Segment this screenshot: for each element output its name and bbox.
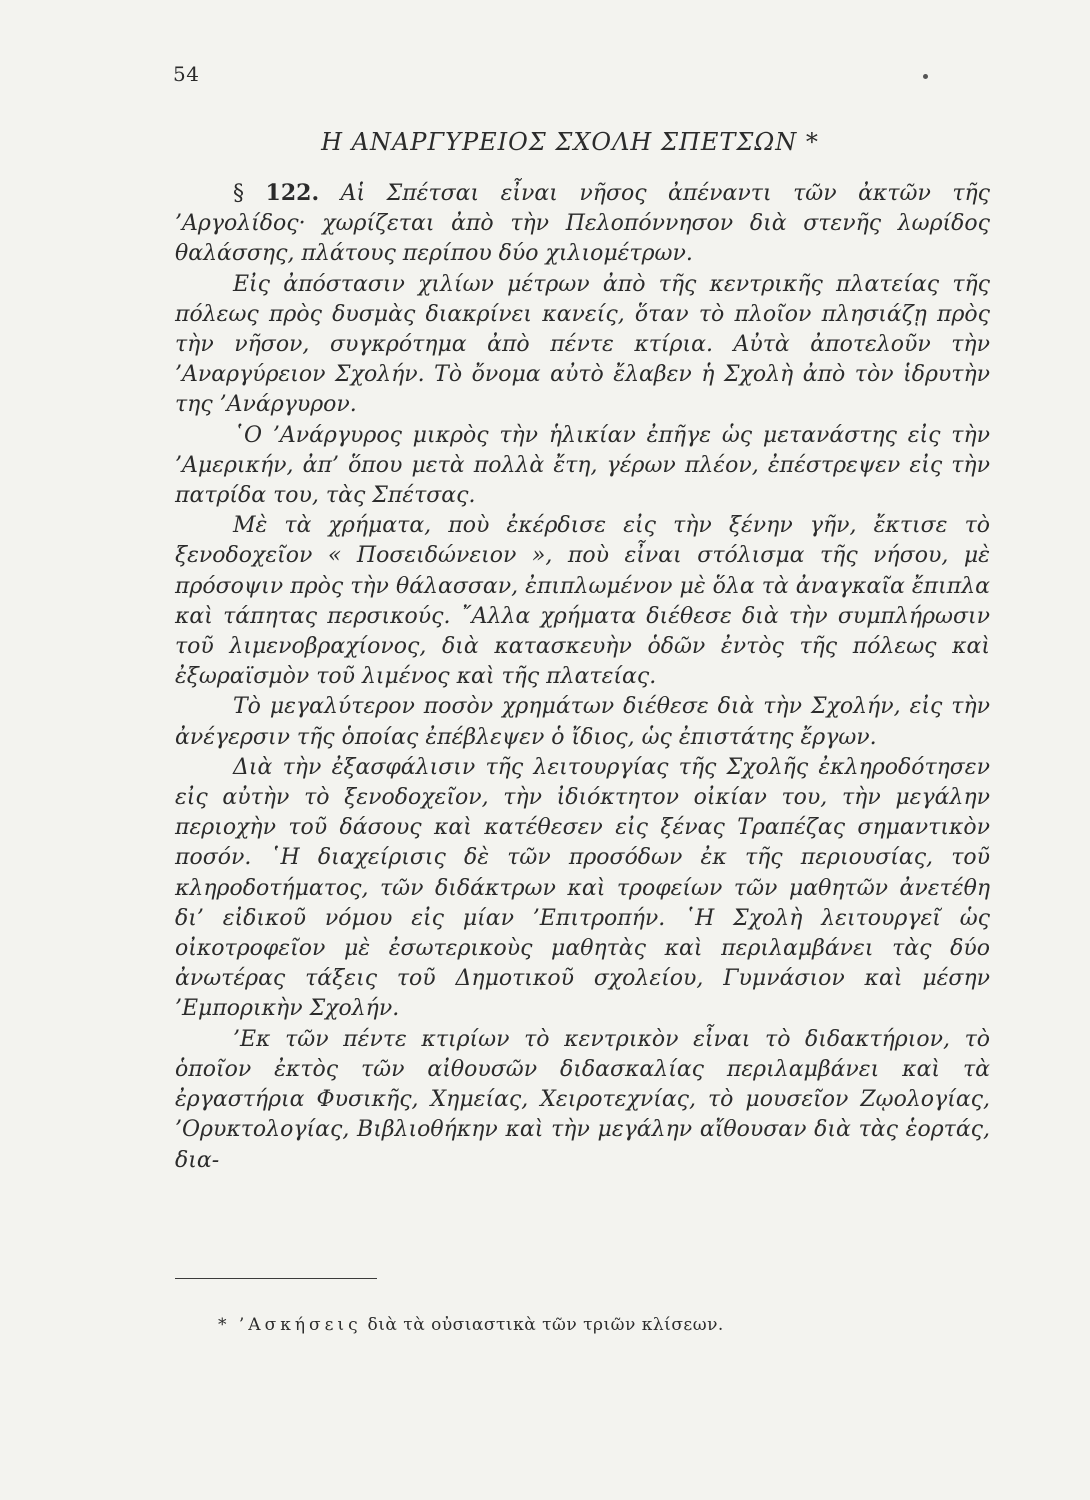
paragraph-6: Διὰ τὴν ἐξασφάλισιν τῆς λειτουργίας τῆς Σχολῆς ἐκληροδότησεν εἰς αὐτὴν τὸ ξενοδοχεῖον, τὴν ἰδιόκτητον οἰκίαν του, τὴν μεγάλην περιοχὴν τοῦ δάσους καὶ κατέθεσεν εἰς ξένας Τραπέζας σημαντικὸν ποσόν. ῾Η διαχείρισις δὲ τῶν προσόδων ἐκ τῆς περιουσίας, τοῦ κληροδοτήματος, τῶν διδάκτρων καὶ τροφείων τῶν μαθητῶν ἀνετέθη δι’ εἰδικοῦ νόμου εἰς μίαν ’Επιτροπήν. ῾Η Σχολὴ λειτουργεῖ ὡς οἰκοτροφεῖον μὲ ἐσωτερικοὺς μαθητὰς καὶ περιλαμβάνει τὰς δύο ἀνωτέρας τάξεις τοῦ Δημοτικοῦ σχολείου, Γυμνάσιον καὶ μέσην ’Εμπορικὴν Σχολήν. bbox=[175, 754, 990, 1022]
section-mark: § bbox=[233, 181, 244, 206]
chapter-title: Η ΑΝΑΡΓΥΡΕΙΟΣ ΣΧΟΛΗ ΣΠΕΤΣΩΝ * bbox=[321, 128, 819, 156]
footnote-text: διὰ τὰ οὐσιαστικὰ τῶν τριῶν κλίσεων. bbox=[367, 1315, 724, 1335]
footnote-marker: * bbox=[218, 1315, 227, 1335]
footnote-spaced-word: ’Ασκήσεις bbox=[238, 1315, 362, 1335]
paragraph-1-text: Αἱ Σπέτσαι εἶναι νῆσος ἀπέναντι τῶν ἀκτῶν τῆς ’Αργολίδος· χωρίζεται ἀπὸ τὴν Πελοπόννησον διὰ στενῆς λωρίδος θαλάσσης, πλάτους περίπου δύο χιλιομέτρων. bbox=[175, 181, 991, 267]
body-text bbox=[175, 178, 990, 1176]
footnote-divider bbox=[175, 1278, 377, 1279]
paragraph-3: ῾Ο ’Ανάργυρος μικρὸς τὴν ἡλικίαν ἐπῆγε ὡς μετανάστης εἰς τὴν ’Αμερικήν, ἀπ’ ὅπου μετὰ πολλὰ ἔτη, γέρων πλέον, ἐπέστρεψεν εἰς τὴν πατρίδα του, τὰς Σπέτσας. bbox=[175, 422, 990, 509]
section-number: 122. bbox=[265, 180, 320, 206]
paragraph-2: Εἰς ἀπόστασιν χιλίων μέτρων ἀπὸ τῆς κεντρικῆς πλατείας τῆς πόλεως πρὸς δυσμὰς διακρίνει κανείς, ὅταν τὸ πλοῖον πλησιάζῃ πρὸς τὴν νῆσον, συγκρότημα ἀπὸ πέντε κτίρια. Αὐτὰ ἀποτελοῦν τὴν ’Αναργύρειον Σχολήν. Τὸ ὄνομα αὐτὸ ἔλαβεν ἡ Σχολὴ ἀπὸ τὸν ἱδρυτὴν της ’Ανάργυρον. bbox=[175, 271, 990, 418]
footnote bbox=[218, 1315, 978, 1335]
paragraph-5: Τὸ μεγαλύτερον ποσὸν χρημάτων διέθεσε διὰ τὴν Σχολήν, εἰς τὴν ἀνέγερσιν τῆς ὁποίας ἐπέβλεψεν ὁ ἴδιος, ὡς ἐπιστάτης ἔργων. bbox=[175, 694, 990, 750]
paragraph-4: Μὲ τὰ χρήματα, ποὺ ἐκέρδισε εἰς τὴν ξένην γῆν, ἔκτισε τὸ ξενοδοχεῖον « Ποσειδώνειον », ποὺ εἶναι στόλισμα τῆς νήσου, μὲ πρόσοψιν πρὸς τὴν θάλασσαν, ἐπιπλωμένον μὲ ὅλα τὰ ἀναγκαῖα ἔπιπλα καὶ τάπητας περσικούς. ῎Αλλα χρήματα διέθεσε διὰ τὴν συμπλήρωσιν τοῦ λιμενοβραχίονος, διὰ κατασκευὴν ὁδῶν ἐντὸς τῆς πόλεως καὶ ἐξωραϊσμὸν τοῦ λιμένος καὶ τῆς πλατείας. bbox=[175, 513, 990, 690]
paragraph-7: ’Εκ τῶν πέντε κτιρίων τὸ κεντρικὸν εἶναι τὸ διδακτήριον, τὸ ὁποῖον ἐκτὸς τῶν αἰθουσῶν διδασκαλίας περιλαμβάνει καὶ τὰ ἐργαστήρια Φυσικῆς, Χημείας, Χειροτεχνίας, τὸ μουσεῖον Ζῳολογίας, ’Ορυκτολογίας, Βιβλιοθήκην καὶ τὴν μεγάλην αἴθουσαν διὰ τὰς ἑορτάς, δια- bbox=[175, 1026, 990, 1173]
page-number: 54 bbox=[173, 62, 200, 86]
paragraph-1 bbox=[175, 178, 990, 270]
print-speck bbox=[923, 74, 928, 79]
